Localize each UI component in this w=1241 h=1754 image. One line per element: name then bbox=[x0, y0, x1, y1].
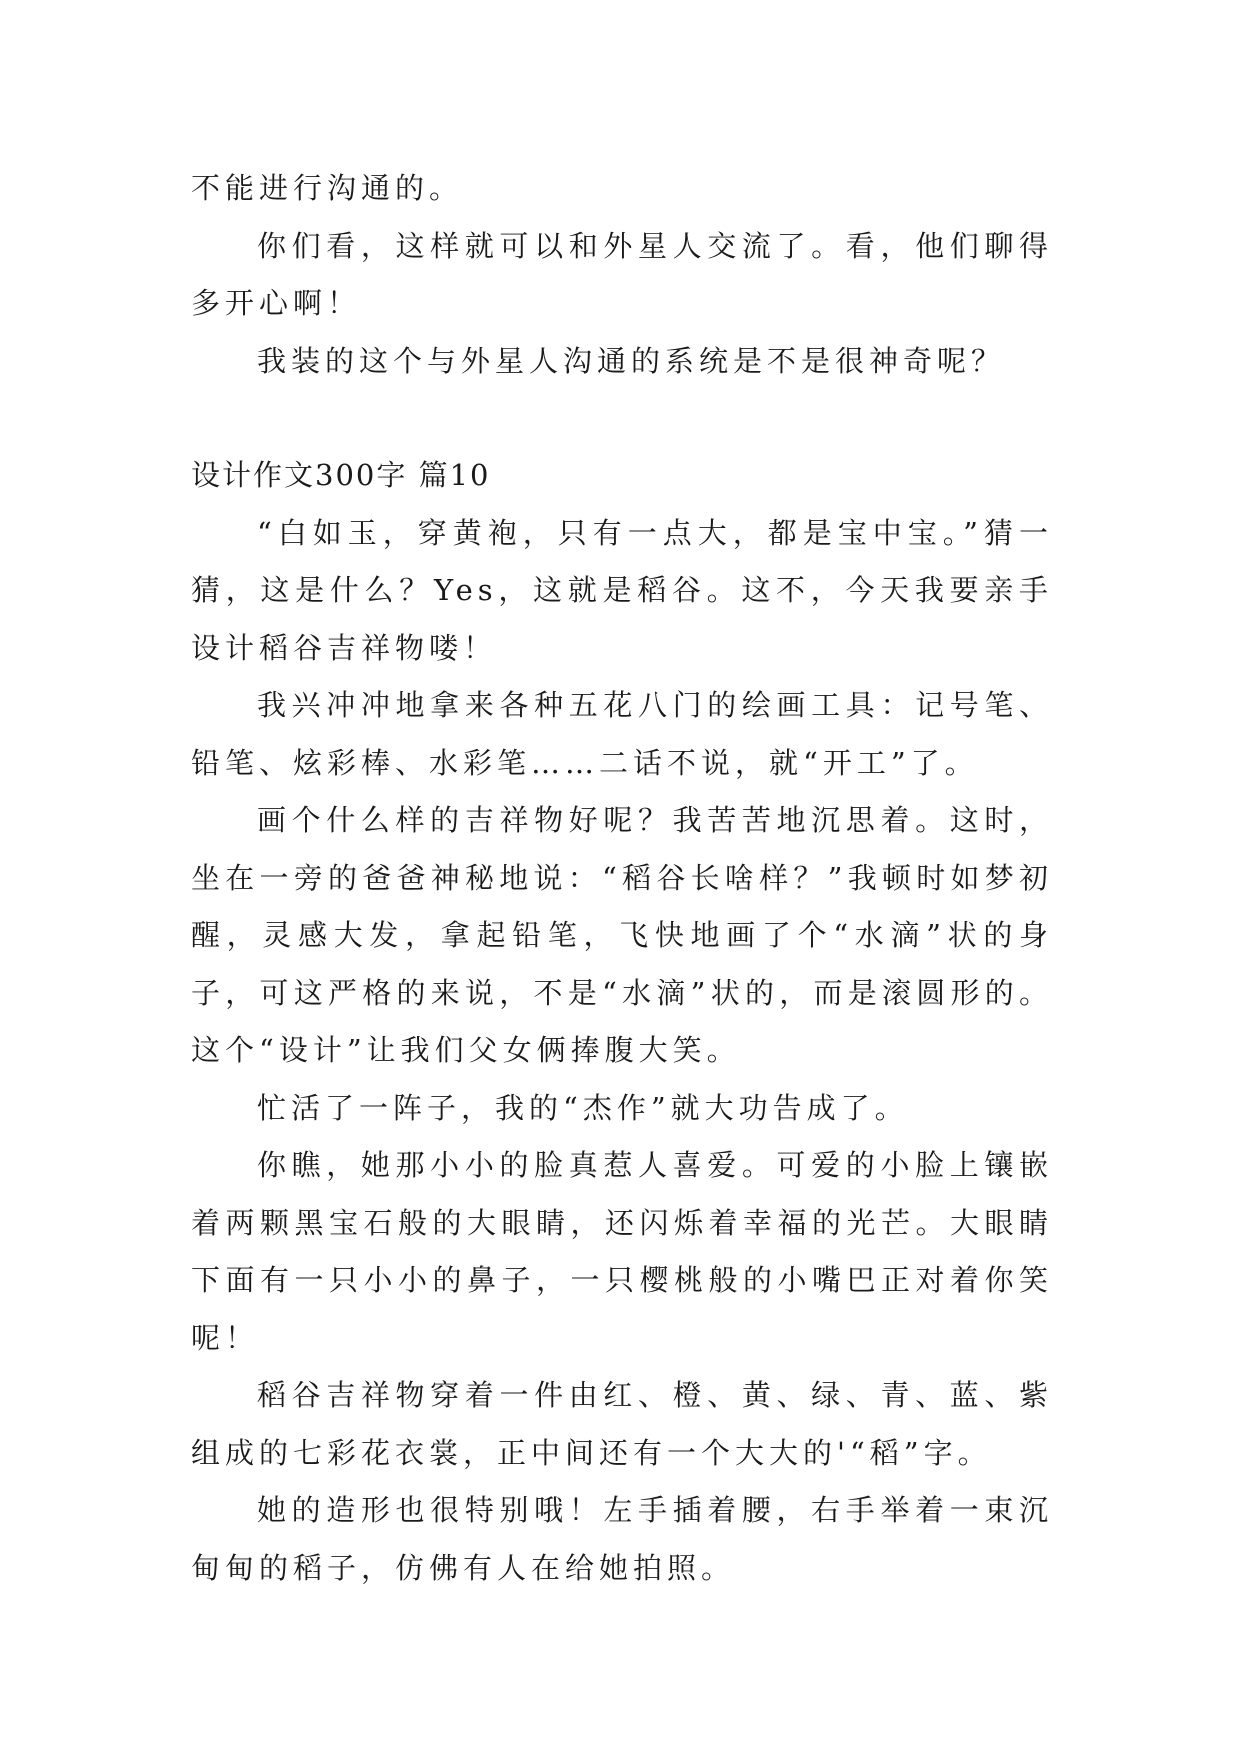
paragraph: “白如玉，穿黄袍，只有一点大，都是宝中宝。”猜一猜，这是什么？Yes，这就是稻谷。这不，今天我要亲手设计稻谷吉祥物喽！ bbox=[191, 515, 1053, 665]
document-body bbox=[191, 160, 1053, 1597]
paragraph: 我兴冲冲地拿来各种五花八门的绘画工具：记号笔、铅笔、炫彩棒、水彩笔……二话不说，就“开工”了。 bbox=[191, 688, 1053, 780]
paragraph: 我装的这个与外星人沟通的系统是不是很神奇呢？ bbox=[257, 343, 1006, 378]
section-heading: 设计作文300字 篇10 bbox=[191, 458, 491, 492]
paragraph: 忙活了一阵子，我的“杰作”就大功告成了。 bbox=[257, 1090, 909, 1125]
paragraph-continuation: 不能进行沟通的。 bbox=[191, 171, 464, 205]
paragraph: 她的造形也很特别哦！左手插着腰，右手举着一束沉甸甸的稻子，仿佛有人在给她拍照。 bbox=[191, 1493, 1053, 1585]
paragraph: 你瞧，她那小小的脸真惹人喜爱。可爱的小脸上镶嵌着两颗黑宝石般的大眼睛，还闪烁着幸福的光芒。大眼睛下面有一只小小的鼻子，一只樱桃般的小嘴巴正对着你笑呢！ bbox=[191, 1148, 1053, 1355]
paragraph: 画个什么样的吉祥物好呢？我苦苦地沉思着。这时，坐在一旁的爸爸神秘地说：“稻谷长啥样？”我顿时如梦初醒，灵感大发，拿起铅笔，飞快地画了个“水滴”状的身子，可这严格的来说，不是“水滴”状的，而是滚圆形的。这个“设计”让我们父女俩捧腹大笑。 bbox=[191, 803, 1053, 1067]
paragraph: 稻谷吉祥物穿着一件由红、橙、黄、绿、青、蓝、紫组成的七彩花衣裳，正中间还有一个大大的'“稻”字。 bbox=[191, 1378, 1053, 1470]
paragraph: 你们看，这样就可以和外星人交流了。看，他们聊得多开心啊！ bbox=[191, 228, 1053, 320]
